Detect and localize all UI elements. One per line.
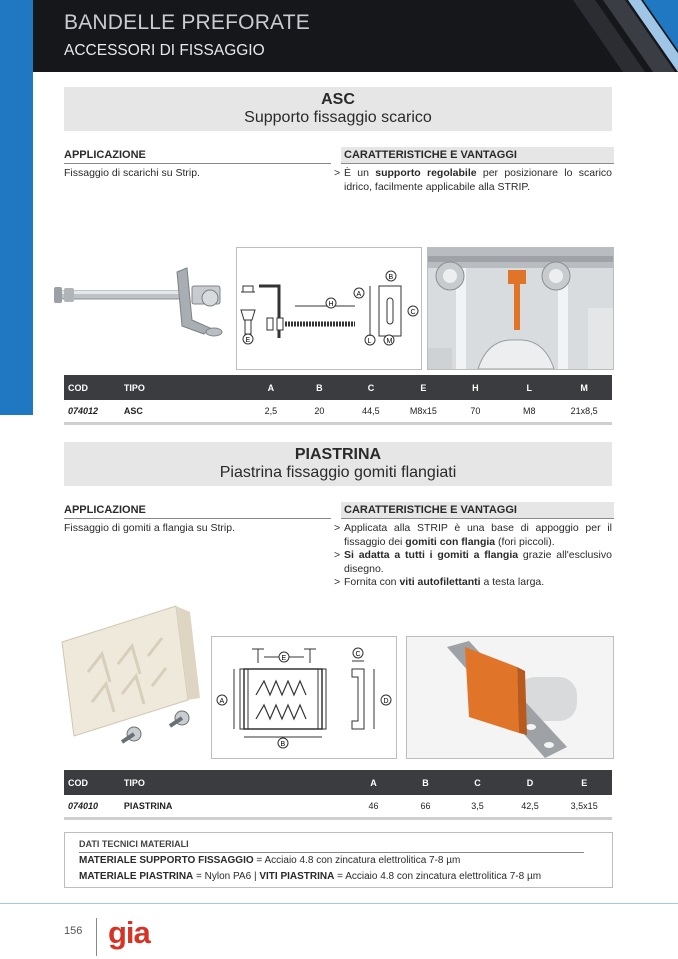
material-support-row: MATERIALE SUPPORTO FISSAGGIO = Acciaio 4.8 con zincatura elettrolitica 7-8 µm bbox=[79, 855, 461, 866]
drawing-label-h: H bbox=[328, 301, 334, 308]
product-code: PIASTRINA bbox=[294, 446, 382, 463]
drawing-label-e: E bbox=[281, 655, 287, 662]
table-header-row: COD TIPO A B C D E bbox=[64, 770, 612, 795]
header-title: BANDELLE PREFORATE bbox=[64, 11, 310, 34]
drawing-label-l: L bbox=[367, 338, 372, 345]
technical-materials-box bbox=[64, 832, 613, 888]
table-row: 074010 PIASTRINA 46 66 3,5 42,5 3,5x15 bbox=[64, 795, 612, 819]
drawing-label-e: E bbox=[245, 337, 251, 344]
table-row: 074012 ASC 2,5 20 44,5 M8x15 70 M8 21x8,5 bbox=[64, 400, 612, 424]
feature-item: > Applicata alla STRIP è una base di appoggio per il fissaggio dei gomiti con flangia (fori piccoli). bbox=[334, 522, 612, 549]
footer-separator bbox=[96, 918, 97, 956]
drawing-label-c: C bbox=[410, 309, 416, 316]
asc-technical-drawing bbox=[236, 247, 422, 370]
technical-heading: DATI TECNICI MATERIALI bbox=[79, 839, 584, 853]
feature-item: > Fornita con viti autofilettanti a testa larga. bbox=[334, 576, 612, 590]
feature-item: > Si adatta a tutti i gomiti a flangia grazie all'esclusivo disegno. bbox=[334, 549, 612, 576]
product-name: Supporto fissaggio scarico bbox=[244, 109, 432, 126]
asc-installation-photo bbox=[427, 247, 614, 370]
drawing-label-d: D bbox=[383, 698, 389, 705]
section-asc-title-bar bbox=[64, 87, 612, 131]
application-heading: APPLICAZIONE bbox=[64, 149, 331, 164]
product-code: ASC bbox=[321, 91, 355, 108]
drawing-label-m: M bbox=[386, 338, 393, 345]
asc-dimensions-table bbox=[64, 375, 612, 425]
drawing-label-b: B bbox=[388, 274, 394, 281]
features-heading: CARATTERISTICHE E VANTAGGI bbox=[341, 147, 614, 164]
side-accent-bar bbox=[0, 0, 33, 415]
material-plate-row: MATERIALE PIASTRINA = Nylon PA6 | VITI PIASTRINA = Acciaio 4.8 con zincatura elettrolitica 7-8 µm bbox=[79, 871, 542, 882]
product-name: Piastrina fissaggio gomiti flangiati bbox=[219, 464, 457, 481]
footer-divider bbox=[0, 903, 678, 904]
features-list bbox=[334, 167, 612, 194]
application-heading: APPLICAZIONE bbox=[64, 504, 331, 519]
drawing-label-c: C bbox=[355, 651, 361, 658]
drawing-label-b: B bbox=[280, 741, 286, 748]
features-list bbox=[334, 522, 612, 590]
features-heading: CARATTERISTICHE E VANTAGGI bbox=[341, 502, 614, 519]
asc-product-photo bbox=[52, 258, 232, 348]
table-header-row: COD TIPO A B C E H L M bbox=[64, 375, 612, 400]
application-text: Fissaggio di gomiti a flangia su Strip. bbox=[64, 522, 235, 534]
piastrina-product-photo bbox=[58, 602, 208, 752]
page-header bbox=[33, 0, 678, 72]
application-text: Fissaggio di scarichi su Strip. bbox=[64, 167, 200, 179]
drawing-label-a: A bbox=[219, 698, 225, 705]
feature-item: > È un supporto regolabile per posizionare lo scarico idrico, facilmente applicabile alla STRIP. bbox=[334, 167, 612, 194]
header-subtitle: ACCESSORI DI FISSAGGIO bbox=[64, 42, 265, 59]
piastrina-dimensions-table bbox=[64, 770, 612, 820]
brand-logo: gia bbox=[108, 915, 150, 950]
header-stripes-decoration bbox=[573, 0, 678, 72]
piastrina-installation-photo bbox=[406, 636, 614, 759]
piastrina-technical-drawing bbox=[211, 636, 397, 759]
section-piastrina-title-bar bbox=[64, 442, 612, 486]
page-number: 156 bbox=[64, 925, 83, 937]
drawing-label-a: A bbox=[356, 291, 362, 298]
